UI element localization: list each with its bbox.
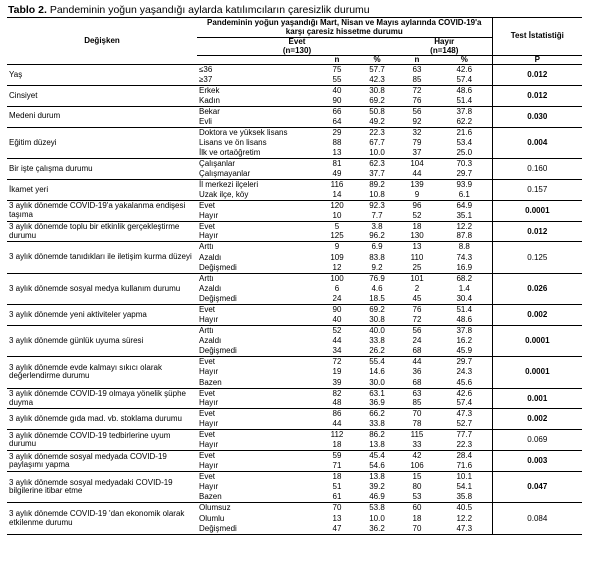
yes-count: 34 (317, 346, 357, 356)
category-label: Lisans ve ön lisans (199, 137, 267, 147)
category-label: Evet (199, 472, 216, 482)
category-label: Hayır (199, 482, 219, 492)
no-count: 68 (397, 378, 437, 388)
no-percent: 74.3 (456, 252, 473, 262)
table-row (7, 325, 582, 335)
no-count: 139 (410, 179, 424, 189)
category-label: Azaldı (199, 336, 222, 346)
no-percent: 37.8 (456, 106, 473, 116)
category-label: Arttı (199, 242, 214, 252)
no-count: 68 (397, 346, 437, 356)
no-count: 44 (412, 357, 422, 367)
header-group-title: Pandeminin yoğun yaşandığı Mart, Nisan ve Mayıs aylarında COVID-19'a karşı çaresiz hissetme durumu (197, 18, 492, 38)
p-value: 0.026 (492, 273, 582, 304)
no-percent: 10.1 (456, 472, 473, 482)
yes-percent: 10.0 (369, 513, 385, 523)
category-label: Hayır (197, 399, 317, 409)
yes-count: 64 (317, 117, 357, 127)
yes-count: 66 (332, 106, 342, 116)
header-variable: Değişken (7, 18, 197, 65)
variable-label: Yaş (7, 65, 197, 86)
p-value: 0.012 (492, 65, 582, 86)
table-number: Tablo 2. (8, 4, 47, 16)
p-value: 0.012 (492, 221, 582, 242)
table-row (7, 85, 582, 95)
no-count: 106 (397, 461, 437, 471)
no-count: 101 (410, 273, 424, 283)
no-count: 60 (412, 503, 422, 513)
no-percent: 29.7 (456, 357, 473, 367)
no-percent: 24.3 (456, 367, 473, 377)
yes-count: 71 (317, 461, 357, 471)
yes-percent: 37.7 (357, 169, 397, 179)
category-label: Hayır (197, 315, 317, 325)
yes-count: 75 (332, 64, 342, 74)
yes-percent: 36.2 (357, 524, 397, 534)
variable-label: Eğitim düzeyi (7, 127, 197, 158)
yes-count: 51 (332, 482, 342, 492)
no-count: 44 (397, 169, 437, 179)
no-count: 25 (397, 263, 437, 273)
no-count: 115 (410, 430, 424, 440)
category-label: Evet (199, 221, 216, 231)
yes-percent: 50.8 (369, 106, 385, 116)
no-percent: 51.4 (456, 305, 473, 315)
category-label: ≤36 (199, 64, 213, 74)
variable-label: 3 aylık dönemde sosyal medya kullanım durumu (7, 273, 197, 304)
no-percent: 77.7 (456, 430, 473, 440)
header-test: Test İstatistiği (492, 18, 582, 56)
no-percent: 37.8 (456, 325, 473, 335)
category-label: Evet (199, 388, 216, 398)
variable-label: 3 aylık dönemde günlük uyuma süresi (7, 325, 197, 356)
data-table (7, 17, 582, 535)
yes-percent: 69.2 (369, 305, 385, 315)
yes-count: 6 (334, 283, 340, 293)
table-row (7, 503, 582, 513)
no-percent: 57.4 (437, 75, 492, 85)
header-no: Hayır (434, 37, 455, 47)
no-percent: 45.6 (437, 378, 492, 388)
yes-percent: 18.5 (357, 294, 397, 304)
no-percent: 35.1 (437, 211, 492, 221)
yes-percent: 33.8 (369, 336, 385, 346)
category-label: Hayır (197, 461, 317, 471)
p-value: 0.0001 (492, 357, 582, 388)
category-label: Bazen (197, 378, 317, 388)
yes-percent: 83.8 (369, 252, 385, 262)
yes-count: 9 (334, 242, 340, 252)
category-label: Evet (199, 409, 216, 419)
p-value: 0.0001 (492, 325, 582, 356)
category-label: Çalışanlar (199, 158, 236, 168)
p-value: 0.047 (492, 472, 582, 503)
no-percent: 53.4 (456, 137, 473, 147)
yes-percent: 22.3 (369, 127, 385, 137)
no-count: 80 (412, 482, 422, 492)
p-value: 0.157 (492, 179, 582, 200)
no-count: 33 (397, 440, 437, 450)
no-count: 70 (412, 409, 422, 419)
yes-count: 109 (330, 252, 344, 262)
header-yes-percent: % (357, 56, 397, 65)
header-yes-n: (n=130) (282, 45, 312, 55)
table-row (7, 127, 582, 137)
no-percent: 1.4 (458, 283, 470, 293)
yes-percent: 96.2 (357, 232, 397, 242)
yes-count: 88 (332, 137, 342, 147)
no-percent: 42.6 (456, 64, 473, 74)
no-count: 18 (412, 513, 422, 523)
yes-percent: 54.6 (357, 461, 397, 471)
no-percent: 42.6 (456, 388, 473, 398)
category-label: Kadın (197, 96, 317, 106)
yes-count: 47 (317, 524, 357, 534)
category-label: Arttı (199, 325, 214, 335)
no-percent: 28.4 (456, 451, 473, 461)
yes-count: 48 (317, 399, 357, 409)
variable-label: Cinsiyet (7, 85, 197, 106)
no-count: 56 (412, 325, 422, 335)
variable-label: İkamet yeri (7, 179, 197, 200)
yes-count: 81 (332, 158, 342, 168)
no-percent: 57.4 (437, 399, 492, 409)
variable-label: 3 aylık dönemde toplu bir etkinlik gerçekleştirme durumu (7, 221, 197, 242)
table-row (7, 430, 582, 440)
yes-percent: 42.3 (357, 75, 397, 85)
category-label: Değişmedi (197, 294, 317, 304)
category-label: Değişmedi (197, 346, 317, 356)
p-value: 0.012 (492, 85, 582, 106)
table-row (7, 242, 582, 252)
table-caption (8, 4, 370, 16)
table-row (7, 65, 582, 75)
no-percent: 8.8 (458, 242, 470, 252)
no-count: 13 (412, 242, 422, 252)
yes-percent: 6.9 (371, 242, 383, 252)
header-yes: Evet (288, 37, 306, 47)
yes-count: 5 (334, 221, 340, 231)
no-percent: 93.9 (456, 179, 473, 189)
yes-count: 82 (332, 388, 342, 398)
category-label: Azaldı (199, 283, 222, 293)
yes-count: 49 (317, 169, 357, 179)
variable-label: 3 aylık dönemde COVID-19 tedbirlerine uyum durumu (7, 430, 197, 451)
yes-percent: 92.3 (369, 200, 385, 210)
yes-percent: 53.8 (369, 503, 385, 513)
category-label: ≥37 (197, 75, 317, 85)
yes-percent: 7.7 (357, 211, 397, 221)
yes-percent: 69.2 (357, 96, 397, 106)
category-label: Evet (199, 451, 216, 461)
no-count: 79 (412, 137, 422, 147)
table-row (7, 221, 582, 231)
no-count: 9 (397, 190, 437, 200)
p-value: 0.125 (492, 242, 582, 273)
p-value: 0.002 (492, 305, 582, 326)
no-percent: 12.2 (456, 513, 473, 523)
no-percent: 70.3 (456, 158, 473, 168)
no-percent: 6.1 (437, 190, 492, 200)
p-value: 0.084 (492, 503, 582, 534)
p-value: 0.002 (492, 409, 582, 430)
no-percent: 29.7 (437, 169, 492, 179)
yes-count: 13 (332, 513, 342, 523)
p-value: 0.030 (492, 106, 582, 127)
table-row (7, 388, 582, 398)
no-percent: 30.4 (437, 294, 492, 304)
yes-count: 44 (332, 336, 342, 346)
no-count: 56 (412, 106, 422, 116)
header-no-percent: % (437, 56, 492, 65)
yes-count: 14 (317, 190, 357, 200)
no-count: 15 (412, 472, 422, 482)
yes-percent: 40.0 (369, 325, 385, 335)
no-count: 85 (397, 399, 437, 409)
yes-percent: 66.2 (369, 409, 385, 419)
category-label: Azaldı (199, 252, 222, 262)
category-label: Uzak ilçe, köy (197, 190, 317, 200)
no-count: 63 (412, 388, 422, 398)
no-count: 76 (412, 305, 422, 315)
category-label: İlk ve ortaöğretim (197, 148, 317, 158)
variable-label: 3 aylık dönemde gıda mad. vb. stoklama durumu (7, 409, 197, 430)
no-percent: 47.3 (437, 524, 492, 534)
category-label: Çalışmayanlar (197, 169, 317, 179)
no-count: 32 (412, 127, 422, 137)
yes-percent: 76.9 (369, 273, 385, 283)
no-count: 45 (397, 294, 437, 304)
yes-percent: 55.4 (369, 357, 385, 367)
category-label: Evet (199, 430, 216, 440)
yes-percent: 30.8 (357, 315, 397, 325)
yes-count: 90 (317, 96, 357, 106)
table-row (7, 158, 582, 168)
no-percent: 87.8 (437, 232, 492, 242)
table-title: Pandeminin yoğun yaşandığı aylarda katılımcıların çaresizlik durumu (46, 4, 370, 16)
table-row (7, 472, 582, 482)
variable-label: 3 aylık dönemde tanıdıkları ile iletişim kurma düzeyi (7, 242, 197, 273)
no-count: 72 (412, 85, 422, 95)
category-label: Bekar (199, 106, 220, 116)
no-count: 52 (397, 211, 437, 221)
p-value: 0.069 (492, 430, 582, 451)
yes-percent: 46.9 (357, 492, 397, 502)
yes-count: 112 (330, 430, 344, 440)
table-row (7, 305, 582, 315)
yes-percent: 49.2 (357, 117, 397, 127)
yes-percent: 26.2 (357, 346, 397, 356)
table-row (7, 200, 582, 210)
yes-count: 125 (317, 232, 357, 242)
category-label: Olumlu (199, 513, 225, 523)
category-label: Erkek (199, 85, 220, 95)
yes-count: 29 (332, 127, 342, 137)
category-label: Olumsuz (199, 503, 231, 513)
no-count: 104 (410, 158, 424, 168)
yes-percent: 9.2 (357, 263, 397, 273)
category-label: Hayır (197, 232, 317, 242)
no-percent: 16.2 (456, 336, 473, 346)
yes-percent: 13.8 (357, 440, 397, 450)
no-count: 78 (397, 419, 437, 429)
yes-count: 13 (317, 148, 357, 158)
category-label: Evet (199, 200, 216, 210)
no-percent: 48.6 (456, 85, 473, 95)
category-label: Bazen (197, 492, 317, 502)
no-percent: 12.2 (456, 221, 473, 231)
yes-percent: 57.7 (369, 64, 385, 74)
category-label: Hayır (197, 211, 317, 221)
header-p: P (492, 56, 582, 65)
category-label: Evet (199, 305, 216, 315)
category-label: Doktora ve yüksek lisans (199, 127, 288, 137)
yes-percent: 30.8 (369, 85, 385, 95)
no-percent: 40.5 (456, 503, 473, 513)
yes-count: 10 (317, 211, 357, 221)
variable-label: 3 aylık dönemde yeni aktiviteler yapma (7, 305, 197, 326)
yes-percent: 14.6 (369, 367, 385, 377)
category-label: Hayır (197, 440, 317, 450)
no-count: 53 (397, 492, 437, 502)
yes-percent: 39.2 (369, 482, 385, 492)
no-count: 18 (412, 221, 422, 231)
variable-label: 3 aylık dönemde sosyal medyada COVID-19 paylaşımı yapma (7, 451, 197, 472)
category-label: Arttı (199, 273, 214, 283)
yes-percent: 89.2 (369, 179, 385, 189)
no-percent: 22.3 (437, 440, 492, 450)
yes-count: 61 (317, 492, 357, 502)
no-percent: 21.6 (456, 127, 473, 137)
category-label: Değişmedi (197, 524, 317, 534)
yes-count: 59 (332, 451, 342, 461)
yes-count: 39 (317, 378, 357, 388)
variable-label: 3 aylık dönemde COVID-19 olmaya yönelik şüphe duyma (7, 388, 197, 409)
no-percent: 52.7 (437, 419, 492, 429)
yes-percent: 10.0 (357, 148, 397, 158)
category-label: Değişmedi (197, 263, 317, 273)
no-percent: 48.6 (437, 315, 492, 325)
yes-percent: 62.3 (369, 158, 385, 168)
no-percent: 47.3 (456, 409, 473, 419)
category-label: İl merkezi ilçeleri (199, 179, 259, 189)
no-count: 76 (397, 96, 437, 106)
table-row (7, 409, 582, 419)
variable-label: 3 aylık dönemde sosyal medyadaki COVID-19 bilgilerine itibar etme (7, 472, 197, 503)
p-value: 0.160 (492, 158, 582, 179)
no-percent: 68.2 (456, 273, 473, 283)
yes-count: 72 (332, 357, 342, 367)
yes-percent: 86.2 (369, 430, 385, 440)
no-percent: 45.9 (437, 346, 492, 356)
no-count: 96 (412, 200, 422, 210)
no-count: 63 (412, 64, 422, 74)
header-yes-count: n (317, 56, 357, 65)
yes-count: 18 (332, 472, 342, 482)
category-label: Hayır (197, 419, 317, 429)
no-percent: 16.9 (437, 263, 492, 273)
yes-percent: 67.7 (369, 137, 385, 147)
yes-count: 18 (317, 440, 357, 450)
no-count: 92 (397, 117, 437, 127)
no-count: 130 (397, 232, 437, 242)
no-count: 72 (397, 315, 437, 325)
no-percent: 62.2 (437, 117, 492, 127)
table-row (7, 179, 582, 189)
no-count: 36 (412, 367, 422, 377)
yes-percent: 45.4 (369, 451, 385, 461)
yes-percent: 63.1 (369, 388, 385, 398)
yes-percent: 4.6 (371, 283, 383, 293)
variable-label: 3 aylık dönemde COVID-19'a yakalanma endişesi taşıma (7, 200, 197, 221)
yes-count: 70 (332, 503, 342, 513)
no-percent: 54.1 (456, 482, 473, 492)
no-percent: 51.4 (437, 96, 492, 106)
category-label: Hayır (199, 367, 219, 377)
p-value: 0.0001 (492, 200, 582, 221)
no-count: 37 (397, 148, 437, 158)
yes-count: 100 (330, 273, 344, 283)
yes-count: 44 (317, 419, 357, 429)
table-row (7, 273, 582, 283)
category-label: Evet (199, 357, 216, 367)
yes-percent: 36.9 (357, 399, 397, 409)
yes-count: 24 (317, 294, 357, 304)
p-value: 0.003 (492, 451, 582, 472)
no-count: 24 (412, 336, 422, 346)
table-row (7, 451, 582, 461)
variable-label: 3 aylık dönemde COVID-19 'dan ekonomik olarak etkilenme durumu (7, 503, 197, 534)
yes-count: 52 (332, 325, 342, 335)
header-no-count: n (397, 56, 437, 65)
variable-label: 3 aylık dönemde evde kalmayı sıkıcı olarak değerlendirme durumu (7, 357, 197, 388)
yes-percent: 13.8 (369, 472, 385, 482)
variable-label: Medeni durum (7, 106, 197, 127)
category-label: Evli (197, 117, 317, 127)
yes-percent: 3.8 (371, 221, 383, 231)
yes-count: 55 (317, 75, 357, 85)
no-percent: 71.6 (437, 461, 492, 471)
no-percent: 25.0 (437, 148, 492, 158)
yes-count: 40 (317, 315, 357, 325)
no-count: 2 (414, 283, 420, 293)
table-row (7, 357, 582, 367)
no-percent: 35.8 (437, 492, 492, 502)
p-value: 0.001 (492, 388, 582, 409)
yes-count: 19 (332, 367, 342, 377)
no-percent: 64.9 (456, 200, 473, 210)
header-no-n: (n=148) (430, 45, 459, 55)
no-count: 110 (410, 252, 424, 262)
table-row (7, 106, 582, 116)
yes-count: 40 (332, 85, 342, 95)
p-value: 0.004 (492, 127, 582, 158)
yes-percent: 10.8 (357, 190, 397, 200)
yes-count: 120 (330, 200, 344, 210)
no-count: 85 (397, 75, 437, 85)
variable-label: Bir işte çalışma durumu (7, 158, 197, 179)
no-count: 70 (397, 524, 437, 534)
yes-percent: 33.8 (357, 419, 397, 429)
yes-count: 90 (332, 305, 342, 315)
yes-count: 86 (332, 409, 342, 419)
yes-count: 12 (317, 263, 357, 273)
yes-count: 116 (330, 179, 344, 189)
no-count: 42 (412, 451, 422, 461)
yes-percent: 30.0 (357, 378, 397, 388)
